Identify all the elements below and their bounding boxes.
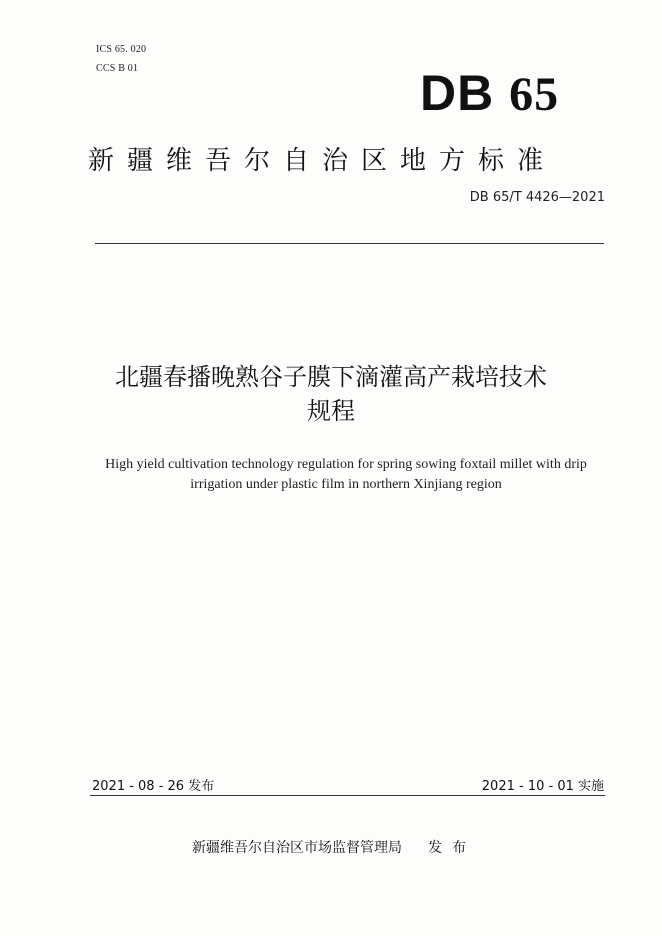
- ics-code: ICS 65. 020: [96, 44, 147, 55]
- publish-label: 发布: [428, 840, 476, 856]
- chinese-title: [60, 360, 602, 428]
- db-logo-number: 65: [509, 68, 560, 121]
- english-title-line-1: High yield cultivation technology regulation for spring sowing foxtail millet with drip: [105, 457, 587, 472]
- chinese-title-line-1: 北疆春播晚熟谷子膜下滴灌高产栽培技术: [115, 363, 547, 391]
- english-title: [75, 455, 617, 495]
- issuer-name: 新疆维吾尔自治区市场监督管理局: [192, 840, 402, 856]
- db-logo: [420, 65, 560, 121]
- implementation-date: 2021 - 10 - 01 实施: [481, 779, 604, 794]
- chinese-title-line-2: 规程: [307, 397, 355, 425]
- issuing-authority: [192, 837, 476, 857]
- issue-date: 2021 - 08 - 26 发布: [92, 779, 215, 794]
- top-divider: [95, 243, 604, 244]
- ccs-code: CCS B 01: [96, 63, 139, 74]
- standard-type-heading: 新疆维吾尔自治区地方标准: [88, 146, 557, 176]
- standard-code: DB 65/T 4426—2021: [469, 190, 605, 205]
- english-title-line-2: irrigation under plastic film in northern Xinjiang region: [190, 477, 502, 492]
- bottom-divider: [90, 795, 605, 796]
- db-logo-prefix: DB: [420, 65, 495, 121]
